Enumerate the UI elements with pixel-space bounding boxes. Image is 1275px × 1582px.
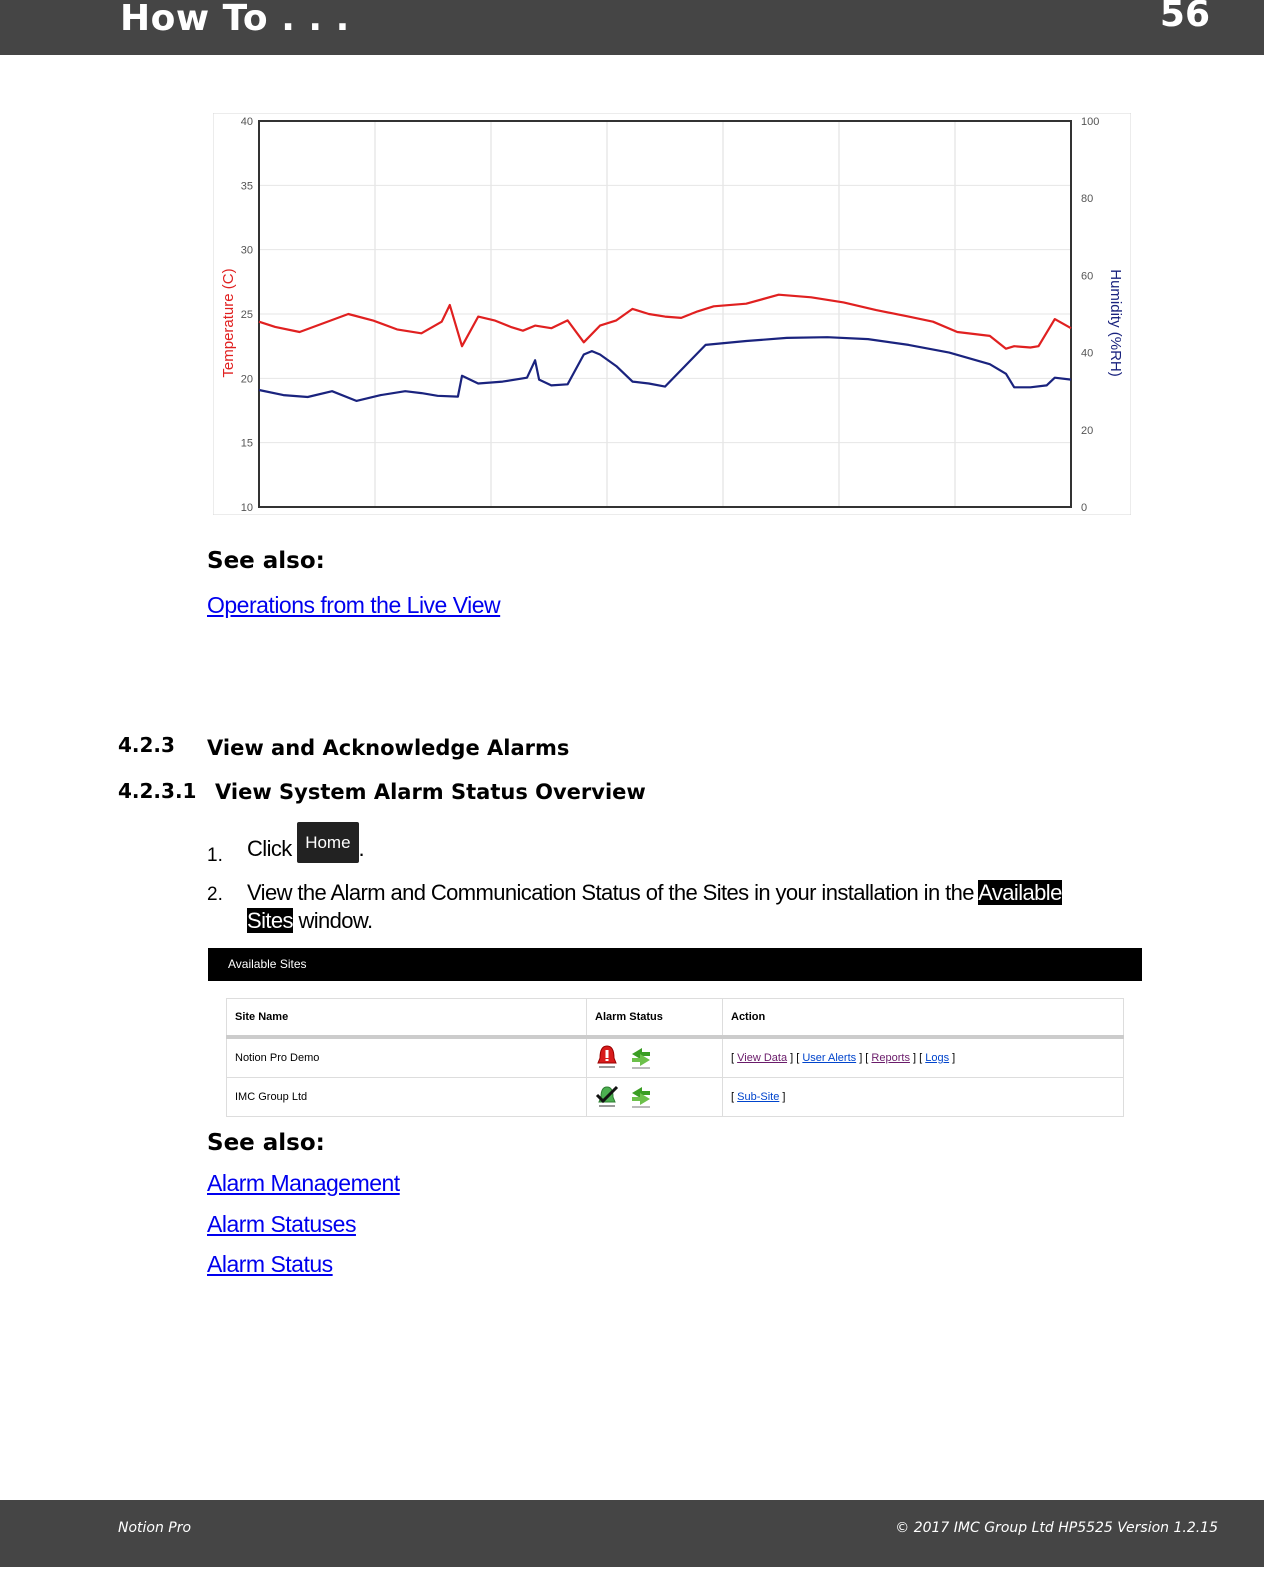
temperature-humidity-chart xyxy=(213,113,1131,515)
y-tick-label-right: 20 xyxy=(1081,424,1094,437)
available-sites-titlebar: Available Sites xyxy=(208,948,1142,981)
table-row xyxy=(227,1078,1124,1117)
y-tick-label-left: 30 xyxy=(240,244,253,257)
step-2-end: window. xyxy=(298,908,373,933)
user-alerts-link[interactable]: User Alerts xyxy=(802,1052,857,1064)
view-data-link[interactable]: View Data xyxy=(737,1052,788,1064)
footer-product: Notion Pro xyxy=(118,1520,192,1536)
reports-link[interactable]: Reports xyxy=(871,1052,910,1064)
see-also-heading-1: See also: xyxy=(207,548,325,574)
alarm-bell-red-icon[interactable] xyxy=(595,1044,619,1073)
alarm-status-cell xyxy=(587,1078,723,1117)
page-footer xyxy=(0,1500,1264,1567)
step-2-body: View the Alarm and Communication Status of the Sites in your installation in the xyxy=(247,880,974,905)
page-number: 56 xyxy=(1159,0,1210,35)
y-tick-label-right: 40 xyxy=(1081,347,1094,360)
y-tick-label-left: 40 xyxy=(240,116,253,128)
y-tick-label-right: 100 xyxy=(1081,116,1100,128)
footer-copyright: © 2017 IMC Group Ltd HP5525 Version 1.2.15 xyxy=(895,1520,1218,1536)
see-also-heading-2: See also: xyxy=(207,1130,325,1156)
logs-link[interactable]: Logs xyxy=(925,1052,950,1064)
step-2-number: 2. xyxy=(207,884,223,905)
sub-site-link[interactable]: Sub-Site xyxy=(737,1091,780,1103)
col-alarm-status: Alarm Status xyxy=(587,999,723,1038)
col-action: Action xyxy=(723,999,1124,1038)
y-tick-label-left: 10 xyxy=(240,502,253,514)
site-name-cell: IMC Group Ltd xyxy=(227,1078,587,1117)
action-cell: [ Sub-Site ] xyxy=(723,1078,1124,1117)
y-tick-label-left: 15 xyxy=(240,437,253,450)
header-title: How To . . . xyxy=(120,0,350,39)
alarm-status-cell xyxy=(587,1037,723,1078)
link-operations-live-view[interactable]: Operations from the Live View xyxy=(207,592,501,618)
y-tick-label-right: 0 xyxy=(1081,502,1088,514)
y-axis-label-right: Humidity (%RH) xyxy=(1107,269,1124,377)
link-alarm-status[interactable]: Alarm Status xyxy=(207,1251,333,1277)
available-highlight: Available xyxy=(978,880,1062,905)
table-header-row xyxy=(227,999,1124,1038)
y-tick-label-left: 25 xyxy=(240,309,253,321)
step-2-text xyxy=(247,879,1142,935)
comms-arrows-green-icon[interactable] xyxy=(628,1083,654,1112)
action-cell: [ View Data ] [ User Alerts ] [ Reports ] [ Logs ] xyxy=(723,1037,1124,1078)
site-name-cell: Notion Pro Demo xyxy=(227,1037,587,1078)
subsection-number: 4.2.3.1 xyxy=(118,779,197,803)
y-tick-label-right: 80 xyxy=(1081,193,1094,206)
alarm-check-green-icon[interactable] xyxy=(595,1083,619,1112)
link-alarm-statuses[interactable]: Alarm Statuses xyxy=(207,1211,356,1237)
col-site-name: Site Name xyxy=(227,999,587,1038)
y-tick-label-left: 20 xyxy=(240,373,253,386)
y-tick-label-left: 35 xyxy=(240,180,253,193)
y-axis-label-left: Temperature (C) xyxy=(220,268,237,378)
step-1-text xyxy=(247,822,364,863)
sites-highlight: Sites xyxy=(247,908,293,933)
comms-arrows-green-icon[interactable] xyxy=(628,1044,654,1073)
subsection-title: View System Alarm Status Overview xyxy=(215,780,646,804)
page-header xyxy=(0,0,1264,55)
section-title: View and Acknowledge Alarms xyxy=(207,736,570,760)
available-sites-window xyxy=(208,948,1142,1112)
chart-svg xyxy=(213,113,1131,515)
sites-table xyxy=(226,998,1124,1117)
step-1-period: . xyxy=(358,836,365,861)
step-1-number: 1. xyxy=(207,845,223,866)
step-1-click-text: Click xyxy=(247,836,292,861)
table-row xyxy=(227,1037,1124,1078)
section-number: 4.2.3 xyxy=(118,733,175,757)
link-alarm-management[interactable]: Alarm Management xyxy=(207,1170,400,1196)
home-button[interactable]: Home xyxy=(297,822,358,863)
y-tick-label-right: 60 xyxy=(1081,270,1094,283)
